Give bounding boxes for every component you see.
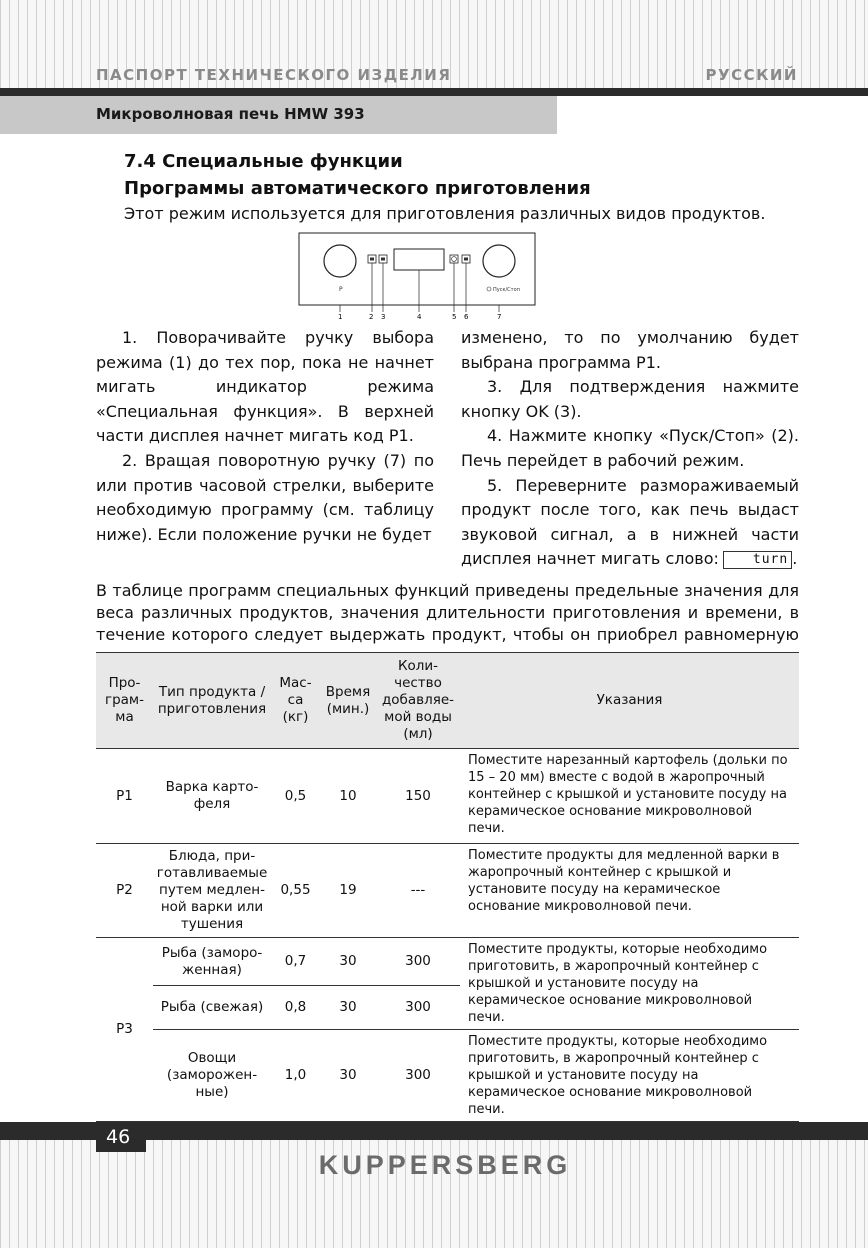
instructions-note: Поместите нарезанный картофель (дольки по 15 – 20 мм) вместе с водой в жаропрочный контейнер с крышкой и установите посуду на керамическое основание микроволновой печи.: [460, 749, 799, 844]
product-type: Блюда, при- готавливаемые путем медлен- ной варки или тушения: [153, 844, 271, 938]
language-label: РУССКИЙ: [705, 66, 798, 84]
step-4: 4. Нажмите кнопку «Пуск/Стоп» (2). Печь перейдет в рабочий режим.: [461, 426, 799, 470]
callout-5: 5: [452, 313, 457, 320]
callout-3: 3: [381, 313, 386, 320]
callout-7: 7: [497, 313, 502, 320]
model-title: Микроволновая печь HMW 393: [0, 96, 557, 134]
product-type: Рыба (заморо- женная): [153, 938, 271, 986]
time-value: 30: [320, 1030, 376, 1122]
rotary-knob-icon: [483, 245, 515, 277]
table-row: [96, 749, 799, 844]
instructions-left-column: [96, 326, 434, 547]
col-header-time: Время (мин.): [320, 653, 376, 749]
col-header-water: Коли- чество добавляе- мой воды (мл): [376, 653, 460, 749]
col-header-mass: Мас- са (кг): [271, 653, 320, 749]
product-type: Овощи (заморожен- ные): [153, 1030, 271, 1122]
instructions-note: Поместите продукты для медленной варки в жаропрочный контейнер с крышкой и установите посуду на керамическое основание микроволновой печи.: [460, 844, 799, 938]
callout-4: 4: [417, 313, 422, 320]
header-divider: [0, 88, 868, 96]
table-row: [96, 938, 799, 986]
time-value: 30: [320, 938, 376, 986]
brand-logo: KUPPERSBERG: [318, 1150, 572, 1180]
display-icon: [394, 249, 444, 270]
clock-button-icon: [450, 255, 458, 263]
instructions-note: Поместите продукты, которые необходимо приготовить, в жаропрочный контейнер с крышкой и установите посуду на керамическое основание микроволновой печи.: [460, 938, 799, 1030]
col-header-program: Про- грам- ма: [96, 653, 153, 749]
program-code: P2: [96, 844, 153, 938]
water-value: 300: [376, 938, 460, 986]
callout-6: 6: [464, 313, 469, 320]
mass-value: 0,55: [271, 844, 320, 938]
mass-value: 0,5: [271, 749, 320, 844]
mass-value: 0,8: [271, 986, 320, 1030]
section-title: 7.4 Специальные функции: [124, 151, 403, 172]
instructions-right-column: [461, 326, 799, 572]
product-type: Рыба (свежая): [153, 986, 271, 1030]
time-value: 10: [320, 749, 376, 844]
mass-value: 0,7: [271, 938, 320, 986]
document-title: ПАСПОРТ ТЕХНИЧЕСКОГО ИЗДЕЛИЯ: [96, 66, 452, 84]
step-2: 2. Вращая поворотную ручку (7) по или против часовой стрелки, выберите необходимую программу (см. таблицу ниже). Если положение ручки не будет: [96, 450, 434, 544]
water-value: ---: [376, 844, 460, 938]
program-code: P1: [96, 749, 153, 844]
col-header-type: Тип продукта / приготовления: [153, 653, 271, 749]
mode-knob-icon: [324, 245, 356, 277]
knob-caption: Пуск/Стоп: [493, 287, 520, 293]
program-code: P3: [96, 938, 153, 1122]
water-value: 300: [376, 986, 460, 1030]
product-type: Варка карто- феля: [153, 749, 271, 844]
table-row: [96, 844, 799, 938]
step-3: 3. Для подтверждения нажмите кнопку OK (3).: [461, 377, 799, 421]
water-value: 150: [376, 749, 460, 844]
page-number: 46: [96, 1122, 146, 1152]
table-row: [96, 1030, 799, 1122]
time-value: 19: [320, 844, 376, 938]
control-panel-diagram: [298, 232, 538, 320]
svg-text:P: P: [339, 286, 343, 293]
step-5-text: 5. Переверните размораживаемый продукт после того, как печь выдаст звуковой сигнал, а в нижней части дисплея начнет мигать слово:: [461, 475, 799, 569]
display-word: turn: [723, 551, 792, 569]
instructions-note: Поместите продукты, которые необходимо приготовить, в жаропрочный контейнер с крышкой и установите посуду на керамическое основание микроволновой печи.: [460, 1030, 799, 1122]
time-value: 30: [320, 986, 376, 1030]
programs-table: [96, 652, 799, 1122]
step-2-continuation: изменено, то по умолчанию будет выбрана программа P1.: [461, 328, 799, 372]
table-header-row: [96, 653, 799, 749]
section-intro: Этот режим используется для приготовления различных видов продуктов.: [124, 204, 766, 223]
mass-value: 1,0: [271, 1030, 320, 1122]
callout-1: 1: [338, 313, 343, 320]
step-1: 1. Поворачивайте ручку выбора режима (1) до тех пор, пока не начнет мигать индикатор режима «Специальная функция». В верхней части дисплея начнет мигать код P1.: [96, 328, 434, 446]
section-subtitle: Программы автоматического приготовления: [124, 178, 591, 199]
col-header-notes: Указания: [460, 653, 799, 749]
water-value: 300: [376, 1030, 460, 1122]
step-5: 5. Переверните размораживаемый продукт после того, как печь выдаст звуковой сигнал, а в нижней части дисплея начнет мигать слово: turn .: [461, 475, 799, 569]
table-intro: В таблице программ специальных функций приведены предельные значения для веса различных продуктов, значения длительности приготовления и времени, в течение которого следует выдержать продукт, чтобы он приобрел равномерную температуру.: [96, 581, 799, 666]
callout-2: 2: [369, 313, 374, 320]
